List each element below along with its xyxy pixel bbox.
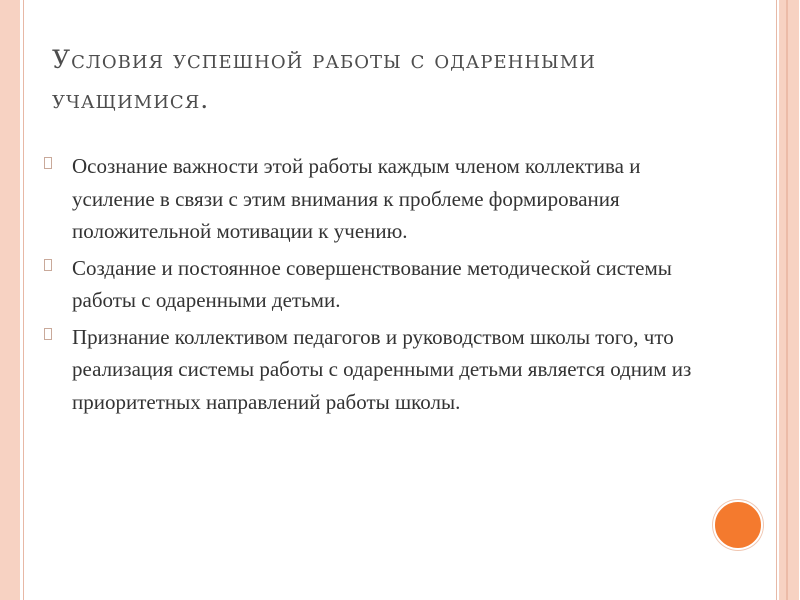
orange-circle-icon (713, 500, 763, 550)
square-bullet-icon (44, 328, 52, 340)
left-border-line (23, 0, 24, 600)
bullet-text: Осознание важности этой работы каждым членом коллектива и усиление в связи с этим внимания к проблеме формирования положительной мотивации к учению. (72, 154, 641, 243)
right-border-bar (779, 0, 799, 600)
right-border-line (776, 0, 777, 600)
bullet-item (42, 150, 692, 248)
right-border-inner-line (786, 0, 788, 600)
bullet-text: Создание и постоянное совершенствование методической системы работы с одаренными детьми. (72, 255, 672, 312)
square-bullet-icon (44, 157, 52, 169)
bullet-text: Признание коллективом педагогов и руководством школы того, что реализация системы работы с одаренными детьми является одним из приоритетных направлений работы школы. (72, 324, 692, 414)
square-bullet-icon (44, 259, 52, 271)
bullet-item (42, 252, 692, 317)
bullet-list (42, 150, 692, 422)
left-border-bar (0, 0, 20, 600)
slide-title: Условия успешной работы с одаренными учащимися. (52, 45, 596, 114)
bullet-item (42, 321, 692, 419)
